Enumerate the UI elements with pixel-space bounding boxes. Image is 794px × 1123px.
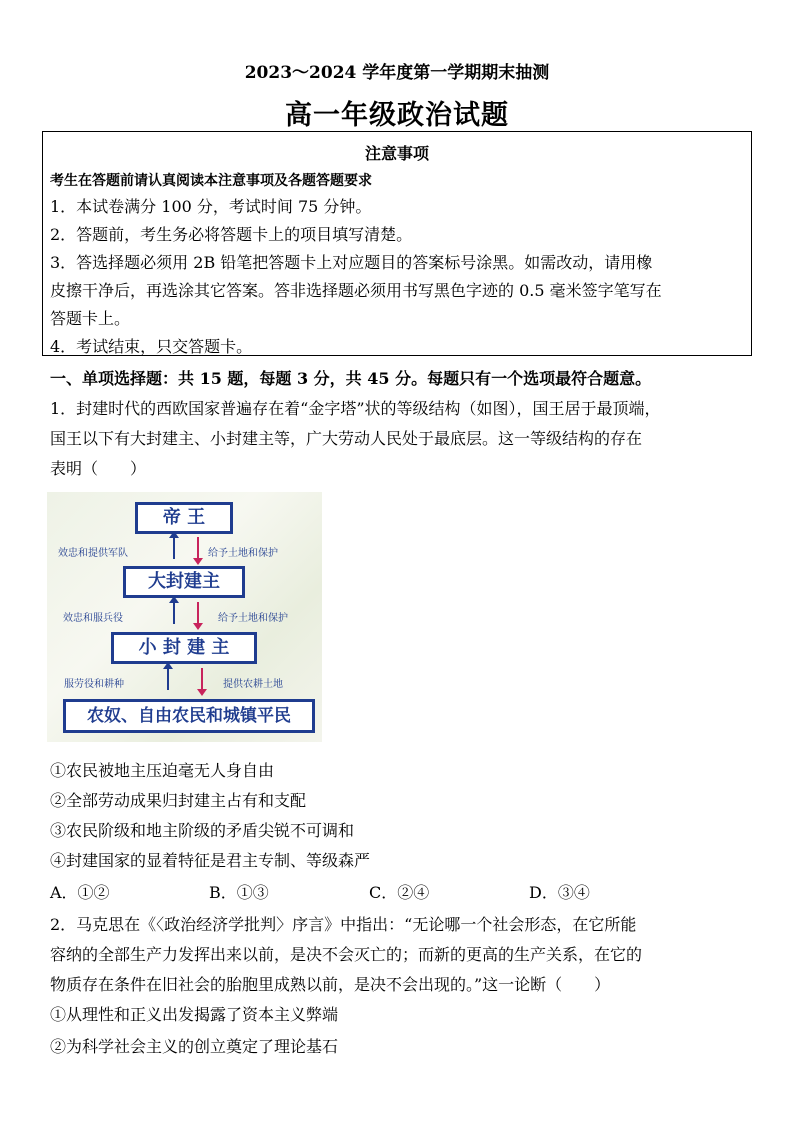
up-arrow: [173, 537, 175, 559]
notice-heading: 注意事项: [364, 144, 429, 163]
notice-item: 答题卡上。: [50, 309, 131, 328]
q1-statement: ②全部劳动成果归封建主占有和支配: [50, 791, 307, 810]
down-arrow: [197, 537, 199, 559]
down-label: 给予土地和保护: [208, 548, 278, 559]
q1-statement: ①农民被地主压迫毫无人身自由: [50, 761, 275, 780]
up-label: 服劳役和耕种: [64, 679, 124, 690]
q1-option-b: B．①③: [209, 883, 269, 902]
question-2-text: 2．马克思在《〈政治经济学批判〉序言》中指出：“无论哪一个社会形态，在它所能: [50, 915, 637, 934]
down-label: 提供农耕土地: [223, 679, 283, 690]
exam-subtitle: 2023～2024 学年度第一学期期末抽测: [244, 63, 550, 83]
up-label: 效忠和服兵役: [63, 613, 123, 624]
down-arrow: [201, 668, 203, 690]
notice-item: 2．答题前，考生务必将答题卡上的项目填写清楚。: [50, 225, 413, 244]
node-petty-lord: 小 封 建 主: [111, 632, 257, 664]
notice-item: 4．考试结束，只交答题卡。: [50, 337, 253, 356]
down-arrow: [197, 602, 199, 624]
q1-option-d: D．③④: [529, 883, 590, 902]
exam-title: 高一年级政治试题: [285, 100, 509, 131]
node-king: 帝 王: [135, 502, 233, 534]
q1-option-c: C．②④: [369, 883, 430, 902]
hierarchy-diagram: [47, 492, 322, 742]
question-1-text: 表明（ ）: [50, 459, 147, 478]
node-commoners: 农奴、自由农民和城镇平民: [63, 699, 315, 733]
notice-item: 3．答选择题必须用 2B 铅笔把答题卡上对应题目的答案标号涂黑。如需改动，请用橡: [50, 253, 653, 272]
notice-item: 1．本试卷满分 100 分，考试时间 75 分钟。: [50, 197, 372, 216]
notice-item: 皮擦干净后，再选涂其它答案。答非选择题必须用书写黑色字迹的 0.5 毫米签字笔写在: [50, 281, 662, 300]
q1-option-a: A．①②: [50, 883, 110, 902]
q2-statement: ②为科学社会主义的创立奠定了理论基石: [50, 1037, 339, 1056]
up-arrow: [167, 668, 169, 690]
question-2-text: 物质存在条件在旧社会的胎胞里成熟以前，是决不会出现的。”这一论断（ ）: [50, 975, 611, 994]
up-arrow: [173, 602, 175, 624]
section-heading: 一、单项选择题：共 15 题，每题 3 分，共 45 分。每题只有一个选项最符合题意。: [50, 369, 652, 388]
notice-requirement: 考生在答题前请认真阅读本注意事项及各题答题要求: [50, 173, 372, 189]
question-1-text: 1．封建时代的西欧国家普遍存在着“金字塔”状的等级结构（如图），国王居于最顶端，: [50, 399, 661, 418]
node-great-lord: 大封建主: [123, 566, 245, 598]
question-1-text: 国王以下有大封建主、小封建主等，广大劳动人民处于最底层。这一等级结构的存在: [50, 429, 643, 448]
q2-statement: ①从理性和正义出发揭露了资本主义弊端: [50, 1005, 339, 1024]
up-label: 效忠和提供军队: [58, 548, 128, 559]
question-2-text: 容纳的全部生产力发挥出来以前，是决不会灭亡的；而新的更高的生产关系，在它的: [50, 945, 643, 964]
q1-statement: ③农民阶级和地主阶级的矛盾尖锐不可调和: [50, 821, 355, 840]
q1-statement: ④封建国家的显着特征是君主专制、等级森严: [50, 851, 371, 870]
down-label: 给予土地和保护: [218, 613, 288, 624]
